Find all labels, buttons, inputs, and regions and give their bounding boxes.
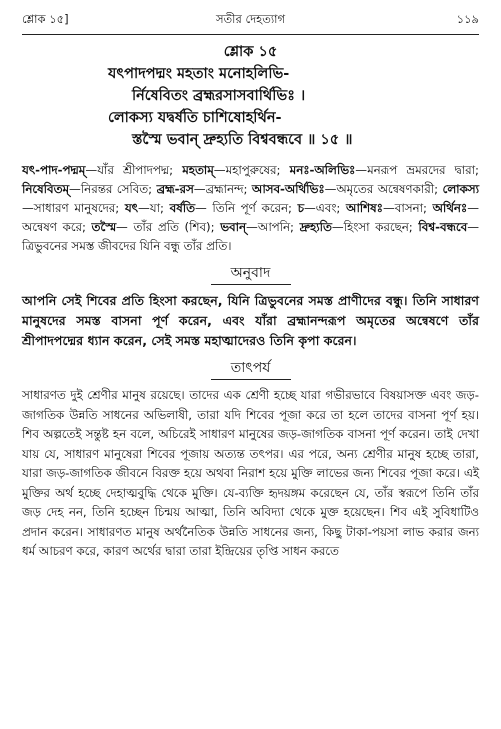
header-verse-ref: শ্লোক ১৫] <box>22 12 69 26</box>
verse-line: স্তস্মৈ ভবান্ দ্রুহ্যতি বিশ্ববন্ধবে ॥ ১৫ ॥ <box>132 132 353 148</box>
synonym-meaning: —নিরন্তর সেবিত; <box>69 182 157 196</box>
verse-title: শ্লোক ১৫ <box>223 44 278 60</box>
synonym-meaning: — তিনি পূর্ণ করেন; <box>194 201 298 215</box>
synonym-meaning: —অন্বেষণ করে; <box>22 201 479 234</box>
synonym-word: বর্ষতি <box>169 201 195 215</box>
translation-text: আপনি সেই শিবের প্রতি হিংসা করছেন, যিনি ত্রিভুবনের সমস্ত প্রাণীদের বন্ধু। তিনি সাধারণ মানুষদের সমস্ত বাসনা পূর্ণ করেন, এবং যাঁরা ব্রহ্মানন্দরূপ অমৃতের অন্বেষণে তাঁর শ্রীপাদপদ্মের ধ্যান করেন, সেই সমস্ত মহাত্মাদেরও তিনি কৃপা করেন। <box>22 293 479 348</box>
synonym-word: অর্থিনঃ <box>432 201 468 215</box>
synonym-word: মহতাম্ <box>182 163 214 177</box>
page-number: ১১৯ <box>456 12 479 26</box>
running-header <box>22 4 479 35</box>
synonym-word: যৎ <box>124 201 138 215</box>
purport-heading: তাৎপর্য <box>230 360 271 376</box>
synonym-word: লোকস্য <box>442 182 479 196</box>
synonym-word: দ্রুহ্যতি <box>299 220 332 234</box>
heading-underline <box>211 379 291 380</box>
synonym-meaning: —যা; <box>138 201 170 215</box>
synonym-word: ব্রহ্ম-রস <box>156 182 194 196</box>
synonym-meaning: —আপনি; <box>246 220 300 234</box>
synonym-meaning: —সাধারণ মানুষদের; <box>22 201 125 215</box>
verse-line: র্নিষেবিতং ব্রহ্মরসাসবার্থিভিঃ । <box>132 88 306 104</box>
header-chapter-title: সতীর দেহত্যাগ <box>215 12 286 26</box>
synonym-meaning: —অমৃতের অন্বেষণকারী; <box>324 182 443 196</box>
word-meanings <box>22 161 479 256</box>
synonym-word: বিশ্ব-বন্ধবে <box>418 220 468 234</box>
synonym-meaning: —মহাপুরুষের; <box>213 163 290 177</box>
synonym-word: ভবান্ <box>220 220 247 234</box>
synonym-meaning: — তাঁর প্রতি (শিব); <box>116 220 221 234</box>
verse-line: লোকস্য যদ্বর্ষতি চাশিষোহর্থিন- <box>108 110 282 126</box>
translation-heading: অনুবাদ <box>230 265 271 281</box>
synonym-word: নিষেবিতম্ <box>22 182 70 196</box>
synonym-word: মনঃ-অলিভিঃ <box>289 163 356 177</box>
synonym-word: আশিষঃ <box>346 201 383 215</box>
book-page <box>0 4 501 729</box>
synonym-meaning: — ত্রিভুবনের সমস্ত জীবদের যিনি বন্ধু তাঁর প্রতি। <box>22 220 479 253</box>
synonym-word: চ <box>297 201 304 215</box>
synonym-word: তস্মৈ <box>91 220 117 234</box>
sanskrit-verse <box>22 41 479 151</box>
synonym-meaning: —এবং; <box>304 201 347 215</box>
synonym-meaning: —মনরূপ ভ্রমরদের দ্বারা; <box>355 163 479 177</box>
purport-text: সাধারণত দুই শ্রেণীর মানুষ রয়েছে। তাদের এক শ্রেণী হচ্ছে যারা গভীরভাবে বিষয়াসক্ত এবং জড়-জাগতিক উন্নতি সাধনের অভিলাষী, তারা যদি শিবের পূজা করে তা হলে তাদের বাসনা পূর্ণ হয়। শিব অল্পতেই সন্তুষ্ট হন বলে, অচিরেই সাধারণ মানুষের জড়-জাগতিক বাসনা পূর্ণ করেন। তাই দেখা যায় যে, সাধারণ মানুষেরা শিবের পূজায় অত্যন্ত তৎপর। এর পরে, অন্য শ্রেণীর মানুষ হচ্ছে তারা, যারা জড়-জাগতিক জীবনে বিরক্ত হয়ে অথবা নিরাশ হয়ে মুক্তি লাভের জন্য শিবের পূজা করে। এই মুক্তির অর্থ হচ্ছে দেহাত্মবুদ্ধি থেকে মুক্তি। যে-ব্যক্তি হৃদয়ঙ্গম করেছেন যে, তাঁর স্বরূপে তিনি তাঁর জড় দেহ নন, তিনি হচ্ছেন চিন্ময় আত্মা, তিনি অবিদ্যা থেকে মুক্ত হয়েছেন। শিব এই সুবিধাটিও প্রদান করেন। সাধারণত মানুষ অর্থনৈতিক উন্নতি সাধনের জন্য, কিছু টাকা-পয়সা লাভ করার জন্য ধর্ম আচরণ করে, কারণ অর্থের দ্বারা তারা ইন্দ্রিয়ের তৃপ্তি সাধন করতে <box>22 388 479 558</box>
synonym-meaning: —বাসনা; <box>382 201 433 215</box>
verse-line: যৎপাদপদ্মং মহতাং মনোহলিভি- <box>108 66 290 82</box>
synonym-meaning: —হিংসা করছেন; <box>331 220 419 234</box>
synonym-meaning: —ব্রহ্মানন্দ; <box>193 182 252 196</box>
heading-underline <box>211 284 291 285</box>
synonym-word: আসব-অর্থিভিঃ <box>251 182 325 196</box>
synonym-word: যৎ-পাদ-পদ্মম্ <box>22 163 86 177</box>
synonym-meaning: —যাঁর শ্রীপাদপদ্ম; <box>85 163 183 177</box>
